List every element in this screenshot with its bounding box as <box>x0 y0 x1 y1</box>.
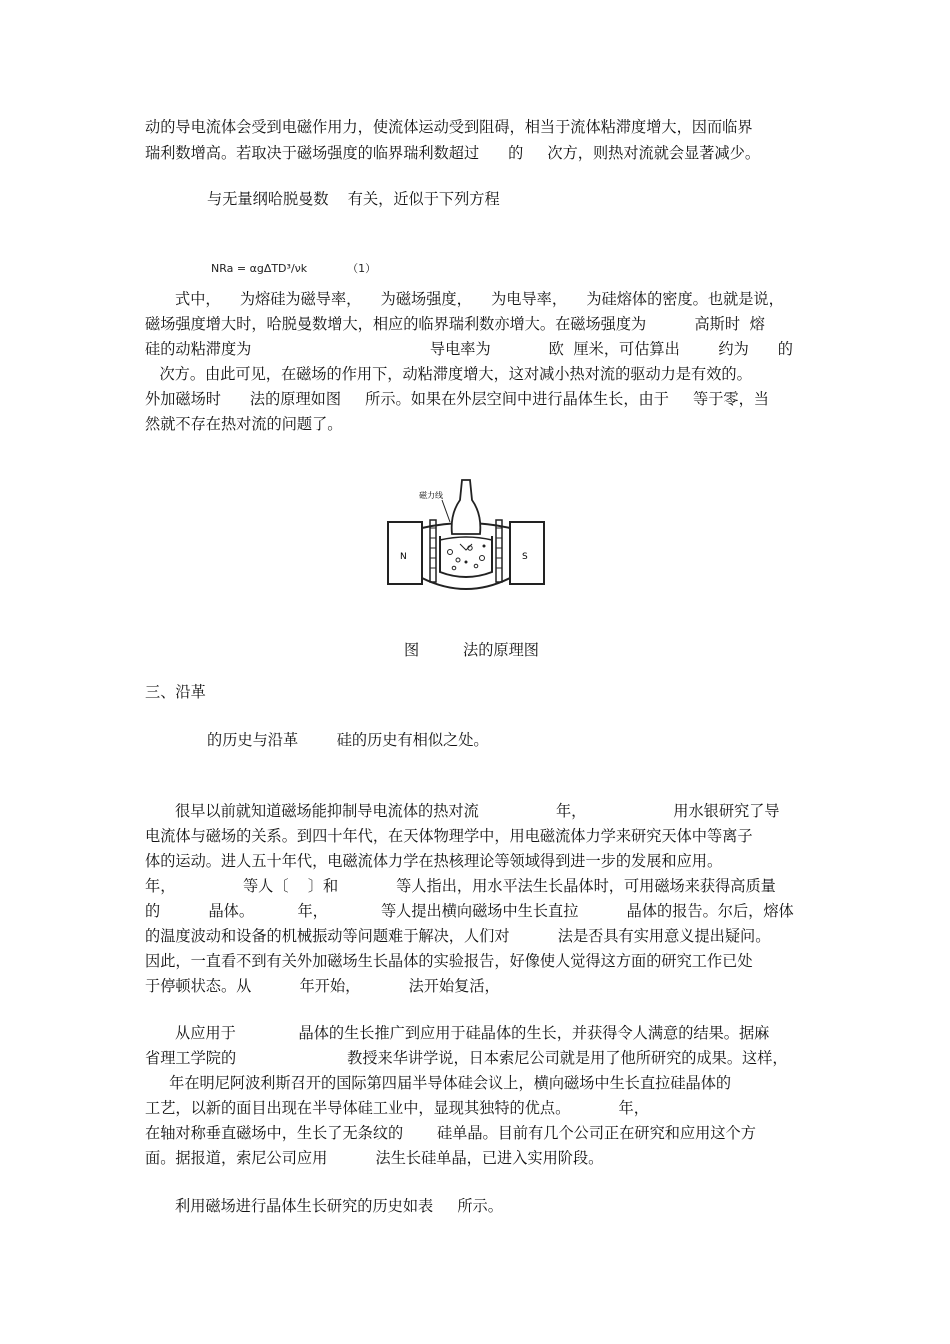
text-line: 从应用于 晶体的生长推广到应用于硅晶体的生长，并获得令人满意的结果。据麻 <box>175 1024 770 1042</box>
text-line: 因此，一直看不到有关外加磁场生长晶体的实验报告，好像使人觉得这方面的研究工作已处 <box>145 952 753 970</box>
text-line: 省理工学院的 教授来华讲学说，日本索尼公司就是用了他所研究的成果。这样， <box>145 1049 788 1067</box>
section-heading: 三、沿革 <box>145 683 206 701</box>
text-line: 次方。由此可见，在磁场的作用下，动粘滞度增大，这对减小热对流的驱动力是有效的。 <box>145 365 752 383</box>
heater-left <box>430 520 436 582</box>
text-line: 硅的动粘滞度为 导电率为 欧 厘米，可估算出 约为 的 <box>145 340 793 358</box>
text-line: 的温度波动和设备的机械振动等问题难于解决，人们对 法是否具有实用意义提出疑问。 <box>145 927 771 945</box>
text-line: 动的导电流体会受到电磁作用力，使流体运动受到阻碍，相当于流体粘滞度增大，因而临界 <box>145 118 753 136</box>
text-line: 年在明尼阿波利斯召开的国际第四届半导体硅会议上，横向磁场中生长直拉硅晶体的 <box>145 1074 732 1092</box>
text-line: 工艺，以新的面目出现在半导体硅工业中，显现其独特的优点。 年， <box>145 1099 649 1117</box>
equation-number: （1） <box>347 262 377 275</box>
text-line: 利用磁场进行晶体生长研究的历史如表 所示。 <box>175 1197 503 1215</box>
text-line: 瑞利数增高。若取决于磁场强度的临界瑞利数超过 的 次方，则热对流就会显著减少。 <box>145 144 761 162</box>
figure-caption-suffix: 法的原理图 <box>463 641 539 659</box>
crystal <box>452 480 481 534</box>
text-line: 年， 等人〔 〕和 等人指出，用水平法生长晶体时，可用磁场来获得高质量 <box>145 877 776 895</box>
text-line: 于停顿状态。从 年开始， 法开始复活， <box>145 977 500 995</box>
text-line: 然就不存在热对流的问题了。 <box>145 415 343 433</box>
heater-right <box>496 520 502 582</box>
text-line: 与无量纲哈脱曼数 有关，近似于下列方程 <box>207 190 500 208</box>
text-line: 的历史与沿革 硅的历史有相似之处。 <box>207 731 489 749</box>
label-field-lines: 磁力线 <box>419 491 443 500</box>
text-line: 电流体与磁场的关系。到四十年代，在天体物理学中，用电磁流体力学来研究天体中等离子 <box>145 827 753 845</box>
leader-line <box>442 500 450 522</box>
equation <box>204 247 376 276</box>
magnetic-czochralski-diagram <box>386 478 546 598</box>
text-line: 在轴对称垂直磁场中，生长了无条纹的 硅单晶。目前有几个公司正在研究和应用这个方 <box>145 1124 756 1142</box>
text-line: 磁场强度增大时，哈脱曼数增大，相应的临界瑞利数亦增大。在磁场强度为 高斯时 熔 <box>145 315 765 333</box>
text-line: 式中， 为熔硅为磁导率， 为磁场强度， 为电导率， 为硅熔体的密度。也就是说， <box>175 290 784 308</box>
equation-formula: NRa = αgΔTD³/νk <box>211 262 308 275</box>
figure-caption-prefix: 图 <box>404 641 420 659</box>
text-line: 的 晶体。 年， 等人提出横向磁场中生长直拉 晶体的报告。尔后，熔体 <box>145 902 794 920</box>
text-line: 外加磁场时 法的原理如图 所示。如果在外层空间中进行晶体生长，由于 等于零，当 <box>145 390 769 408</box>
label-n: N <box>400 552 407 562</box>
label-s: S <box>522 552 528 562</box>
text-line: 面。据报道，索尼公司应用 法生长硅单晶，已进入实用阶段。 <box>145 1149 604 1167</box>
melt-surface <box>440 537 492 540</box>
text-line: 体的运动。进人五十年代，电磁流体力学在热核理论等领域得到进一步的发展和应用。 <box>145 852 723 870</box>
text-line: 很早以前就知道磁场能抑制导电流体的热对流 年， 用水银研究了导 <box>175 802 780 820</box>
